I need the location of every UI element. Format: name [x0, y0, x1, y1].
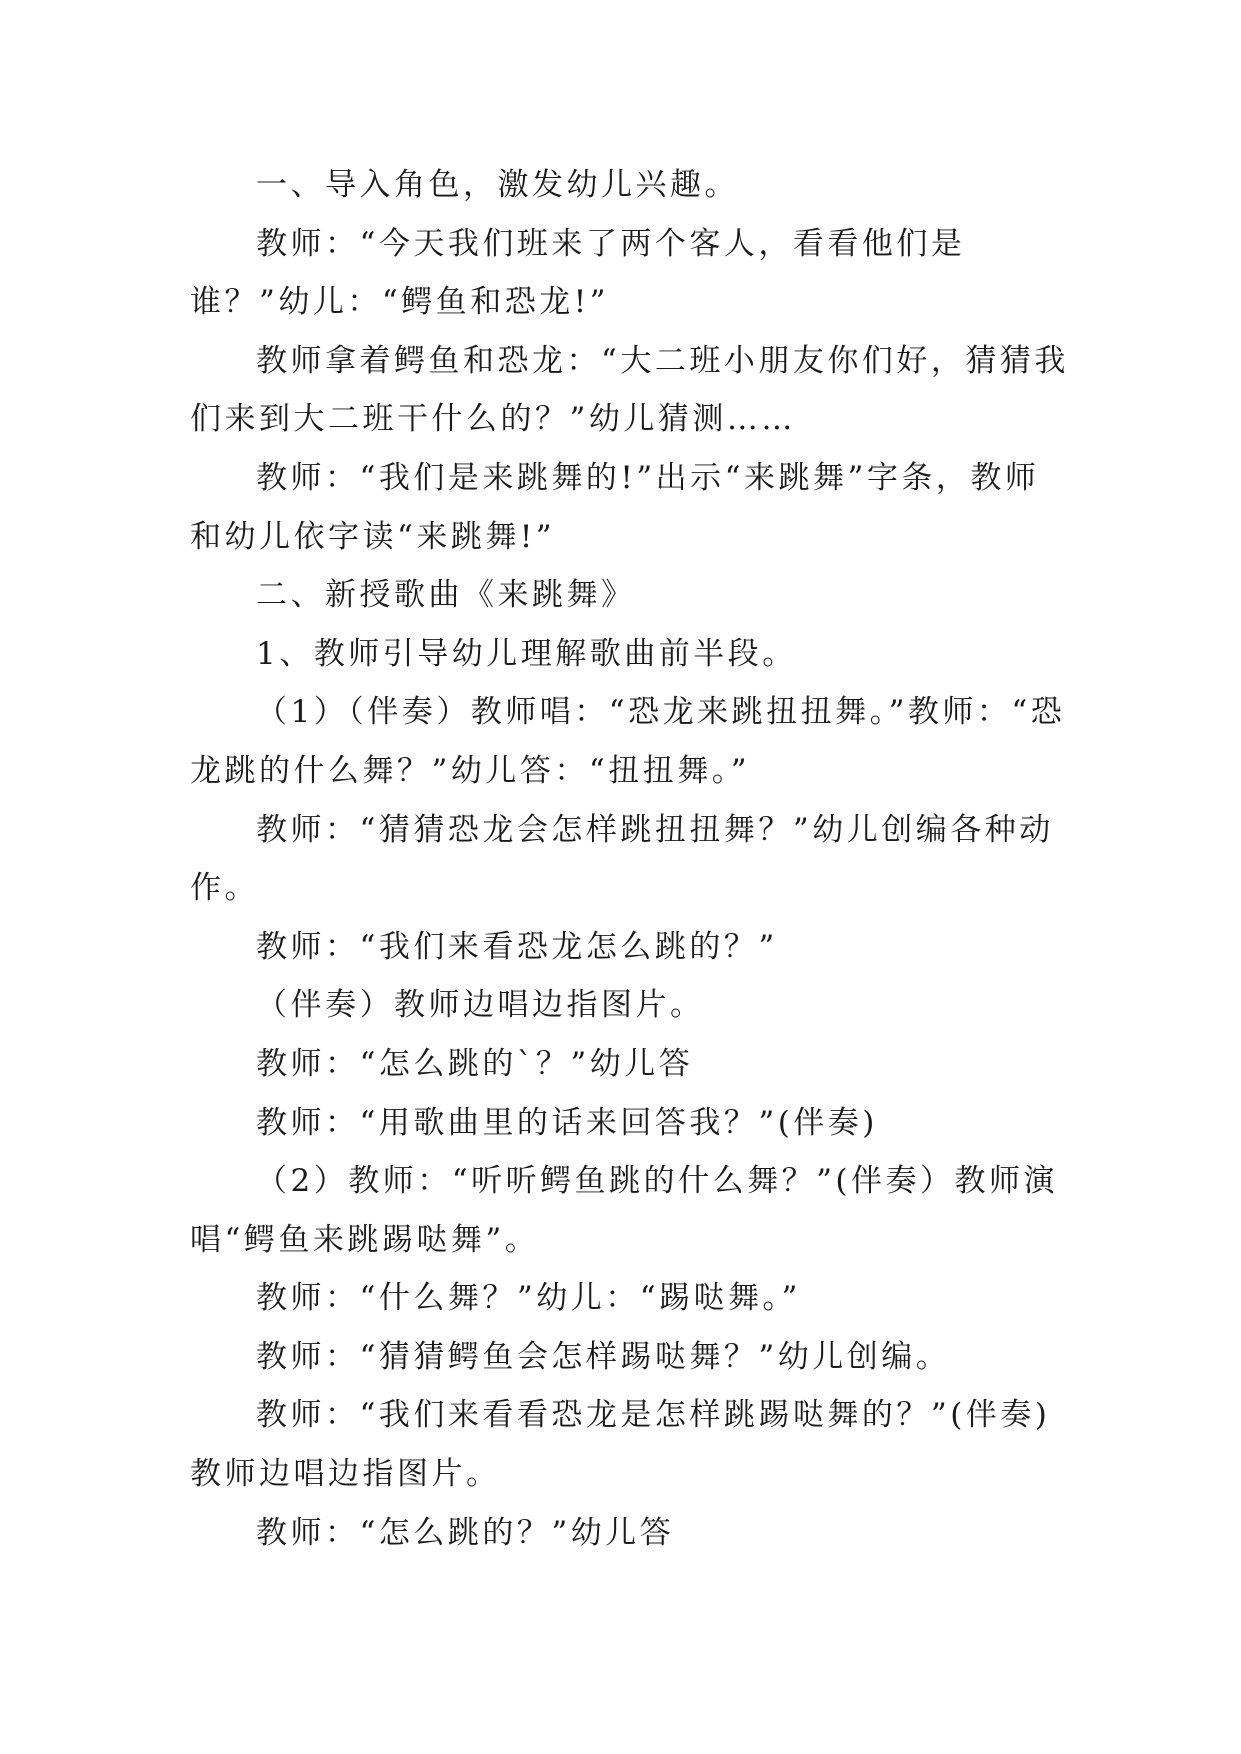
paragraph-answer-song: 教师：“用歌曲里的话来回答我？”(伴奏) [256, 1104, 878, 1141]
paragraph-guess-crocodile: 教师：“猜猜鳄鱼会怎样踢哒舞？”幼儿创编。 [256, 1338, 951, 1375]
paragraph-come-dance: 教师：“我们是来跳舞的!”出示“来跳舞”字条，教师和幼儿依字读“来跳舞!” [190, 459, 1040, 555]
paragraph-how-dance-final: 教师：“怎么跳的？”幼儿答 [256, 1514, 675, 1551]
document-body [190, 156, 1070, 1562]
paragraph-teacher-guests: 教师：“今天我们班来了两个客人，看看他们是谁？”幼儿：“鳄鱼和恐龙!” [190, 225, 966, 321]
paragraph-guess-dinosaur: 教师：“猜猜恐龙会怎样跳扭扭舞？”幼儿创编各种动作。 [190, 811, 1054, 907]
paragraph-teacher-holding: 教师拿着鳄鱼和恐龙：“大二班小朋友你们好，猜猜我们来到大二班干什么的？”幼儿猜测…… [190, 342, 1069, 438]
paragraph-watch-tap: 教师：“我们来看看恐龙是怎样跳踢哒舞的？”(伴奏)教师边唱边指图片。 [190, 1397, 1051, 1493]
paragraph-how-dance: 教师：“怎么跳的`？”幼儿答 [256, 1045, 694, 1082]
paragraph-section-two-heading: 二、新授歌曲《来跳舞》 [256, 577, 636, 614]
paragraph-accompaniment: （伴奏）教师边唱边指图片。 [256, 987, 705, 1024]
paragraph-watch-dinosaur: 教师：“我们来看恐龙怎么跳的？” [256, 928, 778, 965]
paragraph-part-one: （1）（伴奏）教师唱：“恐龙来跳扭扭舞。”教师：“恐龙跳的什么舞？”幼儿答：“扭扭舞。” [190, 694, 1066, 789]
paragraph-step-one: 1、教师引导幼儿理解歌曲前半段。 [256, 635, 797, 672]
paragraph-part-two: （2）教师：“听听鳄鱼跳的什么舞？”(伴奏）教师演唱“鳄鱼来跳踢哒舞”。 [190, 1163, 1059, 1258]
paragraph-intro-heading: 一、导入角色，激发幼儿兴趣。 [256, 167, 739, 203]
paragraph-what-dance: 教师：“什么舞？”幼儿：“踢哒舞。” [256, 1280, 801, 1317]
